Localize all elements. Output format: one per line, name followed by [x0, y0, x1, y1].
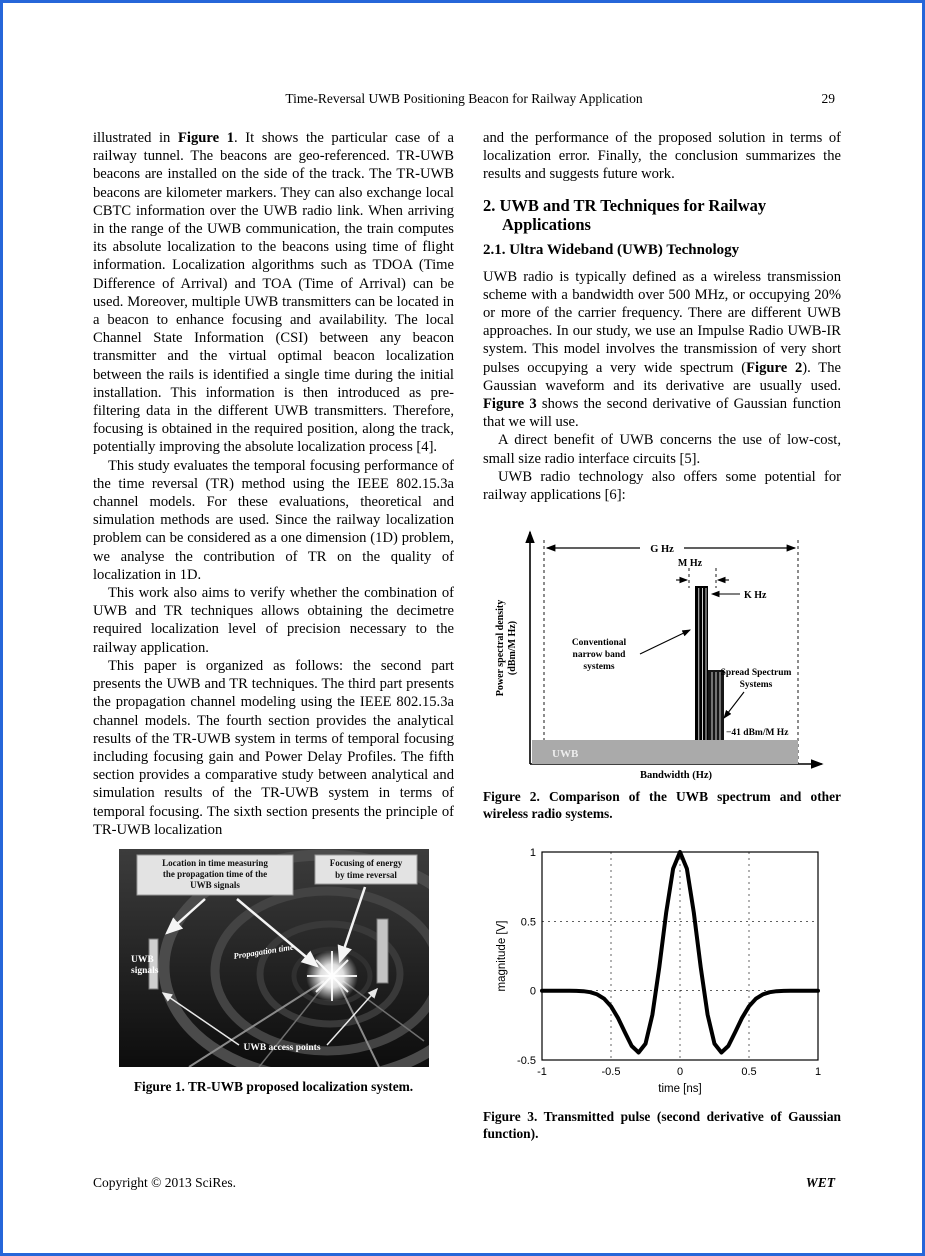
ghz-label: G Hz [650, 544, 674, 556]
paragraph: This paper is organized as follows: the second part presents the UWB and TR techniques. The third part presents the propagation channel modeling using the IEEE 802.15.3a channel models. The fourth section provides the analytical results of the TR-UWB system in terms of temporal focusing including focusing gain and Power Delay Profiles. The fifth section provides a comparative study between analytical and simulation results of the TR-UWB system in terms of temporal focusing. The sixth section presents the principle of TR-UWB localization [93, 657, 454, 838]
mhz-label: M Hz [677, 558, 703, 570]
paragraph-text: ). The Gaussian waveform and its derivative are usually used. [483, 359, 841, 394]
figure1-tunnel-image [119, 849, 429, 1067]
figure2-block [483, 518, 841, 822]
page-footer [93, 1175, 835, 1191]
paragraph-text: . It shows the particular case of a railway tunnel. The beacons are geo-referenced. TR-UWB beacons are installed on the side of the track. The TR-UWB beacons are kilometer markers. They can also exchange local CBTC information over the UWB radio link. When arriving in the range of the UWB communication, the train computes its absolute localization to the beacons using time of flight information. Localization algorithms such as TDOA (Time Difference of Arrival) and TOA (Time of Arrival) can be used. Moreover, multiple UWB transmitters can be located in a beacon to enhance focusing and availability. The local Channel State Information (CSI) between any beacon transmitter and the virtual optimal beacon localization between the rails is identified a single time during the initial installation. This information is then introduced as pre-filtering data in the different UWB transmitters. Therefore, focusing is obtained in the required position, along the track, potentially improving the absolute localization process [4]. [93, 130, 454, 456]
figure1-caption: Figure 1. TR-UWB proposed localization system. [133, 1078, 414, 1094]
conventional-label-line2: narrow band [572, 650, 626, 661]
section-2-heading: 2. UWB and TR Techniques for Railway Applications [483, 195, 767, 235]
y-tick-label: 0 [529, 986, 536, 999]
section-2-1-heading: 2.1. Ultra Wideband (UWB) Technology [483, 241, 740, 258]
y-tick-label: 1 [529, 847, 536, 860]
uwb-signals-label-line2: signals [130, 965, 158, 976]
conventional-arrow [640, 630, 690, 654]
paragraph-text: illustrated in [93, 130, 178, 146]
figure3-reference: Figure 3 [483, 396, 537, 413]
minus41-label: −41 dBm/M Hz [726, 728, 789, 739]
propagation-time-label: Propagation time [232, 941, 294, 961]
journal-abbreviation: WET [805, 1175, 835, 1190]
uwb-beacon-right [377, 919, 388, 983]
figure3-caption: Figure 3. Transmitted pulse (second derivative of Gaussian function). [483, 1109, 841, 1142]
access-points-label: UWB access points [242, 1042, 321, 1053]
two-column-body [93, 129, 841, 1143]
annotation-right-line2: by time reversal [334, 869, 397, 880]
x-tick-label: -0.5 [601, 1066, 621, 1079]
fig2-ylabel-line1: Power spectral density [495, 600, 506, 697]
paragraph [93, 129, 454, 457]
khz-label: K Hz [744, 590, 767, 602]
running-head [93, 91, 835, 107]
uwb-signals-label-line1: UWB [130, 954, 154, 965]
conventional-label-line1: Conventional [571, 638, 627, 649]
x-tick-label: 1 [814, 1066, 822, 1079]
figure3-block [483, 840, 841, 1142]
annotation-right-line1: Focusing of energy [329, 857, 402, 868]
copyright-notice: Copyright © 2013 SciRes. [93, 1175, 237, 1190]
figure2-spectrum-diagram [492, 518, 832, 782]
x-tick-label: 0.5 [741, 1066, 757, 1079]
figure3-plot [492, 840, 832, 1102]
fig3-ylabel: magnitude [V] [496, 920, 508, 992]
spread-label-line2: Systems [739, 680, 773, 691]
annotation-left-line1: Location in time measuring [161, 857, 268, 868]
figure1-block [93, 849, 454, 1096]
x-tick-label: -1 [537, 1066, 547, 1079]
y-tick-label: 0.5 [520, 916, 536, 929]
left-column [93, 129, 454, 1143]
paragraph: and the performance of the proposed solution in terms of localization error. Finally, the conclusion summarizes the results and suggests future work. [483, 130, 841, 183]
conventional-label-line3: systems [583, 662, 615, 673]
page-number: 29 [821, 91, 835, 106]
fig3-xlabel: time [ns] [658, 1083, 702, 1096]
spread-label-line1: Spread Spectrum [720, 668, 792, 679]
paragraph-text: shows the second derivative of Gaussian function that we will use. [483, 396, 841, 431]
paragraph-text: UWB radio is typically defined as a wireless transmission scheme with a bandwidth over 500 MHz, or occupying 20% or more of the carrier frequency. There are different UWB approaches. In our study, we use an Impulse Radio UWB-IR system. This model involves the transmission of very short pulses occupying a very wide spectrum ( [483, 268, 841, 376]
paragraph: UWB radio technology also offers some potential for railway applications [6]: [483, 468, 841, 504]
fig2-xlabel: Bandwidth (Hz) [639, 770, 713, 782]
spread-arrow [724, 692, 744, 718]
annotation-left-line3: UWB signals [189, 879, 240, 890]
paragraph: This study evaluates the temporal focusing performance of the time reversal (TR) method using the IEEE 802.15.3a channel models. For these evaluations, theoretical and simulation methods are used. Since the railway localization problem can be considered as a one dimension (1D) problem, we analyse the contribution of TR on the quality of localization in 1D. [93, 457, 454, 583]
running-title: Time-Reversal UWB Positioning Beacon for Railway Application [285, 91, 643, 106]
paragraph [483, 268, 841, 432]
x-tick-label: 0 [676, 1066, 684, 1079]
uwb-band-label: UWB [552, 748, 579, 761]
paragraph: A direct benefit of UWB concerns the use of low-cost, small size radio interface circuits [5]. [483, 432, 841, 467]
annotation-left-line2: the propagation time of the [162, 868, 267, 879]
fig2-ylabel-line2: (dBm/M Hz) [507, 621, 518, 676]
paragraph: This work also aims to verify whether the combination of UWB and TR techniques allows obtaining the decimetre required localization level of precision necessary to the railway application. [93, 585, 454, 656]
y-tick-label: -0.5 [517, 1055, 536, 1068]
figure1-reference: Figure 1 [177, 130, 234, 146]
figure2-reference: Figure 2 [746, 359, 803, 376]
figure2-caption: Figure 2. Comparison of the UWB spectrum and other wireless radio systems. [483, 789, 841, 821]
right-column [483, 129, 841, 1143]
